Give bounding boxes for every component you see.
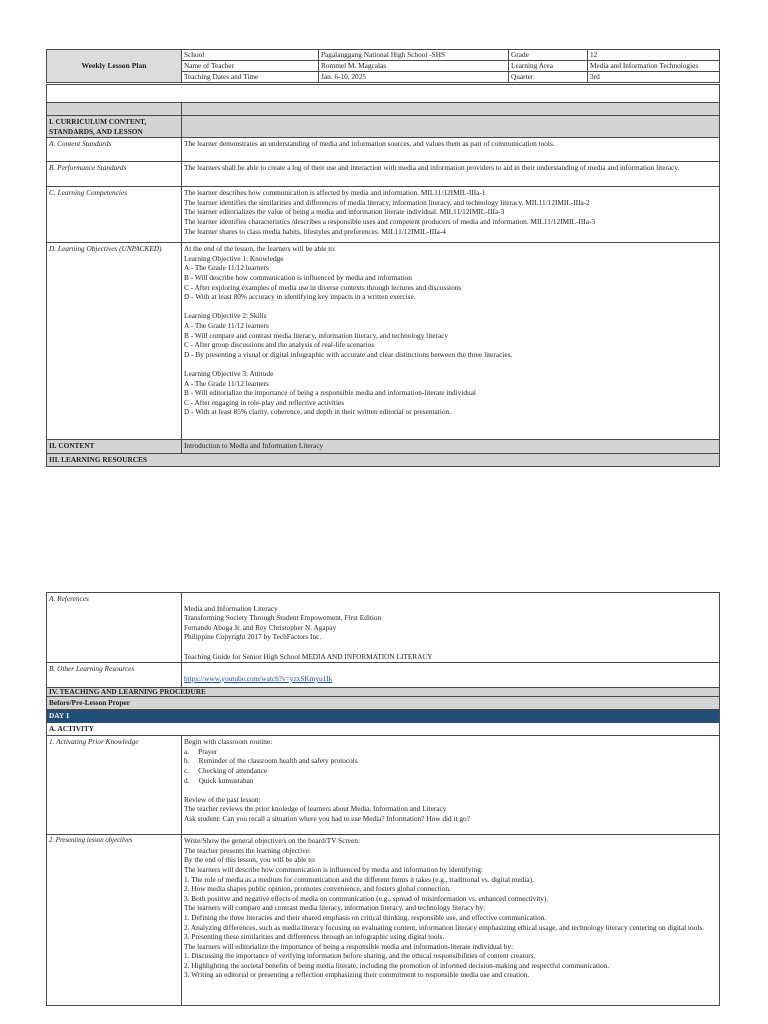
performance-standards-label: B. Performance Standards — [47, 162, 182, 187]
lesson-objective-line: 2. Analyzing differences, such as media literacy focusing on evaluating content, information literacy emphasizing ethical usage, and technology literacy centering on digital tools. — [184, 922, 705, 932]
lesson-objective-line: 3. Presenting these similarities and differences through an infographic using digital tools. — [184, 932, 445, 942]
objective-line — [184, 359, 717, 369]
reference-line: Fernando Aboga Jr. and Rey Christopher N. Agapay — [184, 622, 337, 632]
objective-line: A - The Grade 11/12 learners — [184, 263, 269, 273]
objective-line: B - Will compare and contrast media literacy, information literacy, and technology literacy — [184, 330, 449, 340]
lesson-objectives-row — [47, 835, 720, 1006]
lesson-plan-table-page1 — [46, 84, 720, 467]
lesson-objective-line: The learners will describe how communication is influenced by media and information by identifying: — [184, 864, 483, 874]
lesson-objective-line: The learners will compare and contrast media literacy, information literacy, and technology literacy by: — [184, 903, 486, 913]
lesson-objective-line: 2. Highlighting the societal benefits of being media literate, including the promotion of informed decision-making and respectful communication. — [184, 960, 610, 970]
before-heading-row — [47, 697, 720, 710]
objective-line: D - By presenting a visual or digital infographic with accurate and clear distinctions between the three literacies. — [184, 349, 513, 359]
prior-line: a. Prayer — [184, 746, 218, 756]
curriculum-heading: I. CURRICULUM CONTENT, STANDARDS, AND LESSON — [47, 116, 182, 138]
objectives-text — [182, 243, 720, 440]
teacher-value: Rommel M. Magcalas — [319, 61, 509, 72]
competencies-label: C. Learning Competencies — [47, 187, 182, 243]
spacer-row — [47, 85, 720, 103]
lesson-objective-line: Write/Show the general objective/s on the board/TV Screen: — [184, 836, 361, 846]
lesson-objective-line: By the end of this lesson, you will be able to: — [184, 855, 316, 865]
lesson-objectives-label: 2. Presenting lesson objectives — [47, 835, 182, 1006]
school-label: School — [182, 50, 319, 61]
objective-line: C - After engaging in role-play and reflective activities — [184, 397, 345, 407]
competency-line: The learner editorializes the value of being a media and information literate individual. MIL11/12IMIL-IIIa-3 — [184, 207, 505, 217]
prior-line: Ask student: Can you recall a situation where you had to use Media? Information? How did it go? — [184, 813, 470, 823]
dates-value: Jan. 6-10, 2025 — [319, 72, 509, 83]
performance-standards-row — [47, 162, 720, 187]
reference-line: Media and Information Literacy — [184, 603, 278, 613]
grey-band-row — [47, 103, 720, 116]
before-heading: Before/Pre-Lesson Proper — [47, 697, 720, 710]
grade-label: Grade — [509, 50, 588, 61]
objective-line: C - After exploring examples of media use in diverse contexts through lectures and discussions — [184, 282, 462, 292]
lesson-objective-line: 3. Writing an editorial or presenting a reflection emphasizing their commitment to responsible media use and creation. — [184, 970, 530, 980]
objective-line: A - The Grade 11/12 learners — [184, 320, 269, 330]
competency-line: The learner identifies characteristics /describes a responsible uses and competent producers of media and information. MIL11/12IMIL-IIIa-3 — [184, 216, 596, 226]
other-resources-cell — [182, 663, 720, 688]
competency-line: The learner identifies the similarities and differences of media literacy, information literacy, and technology literacy. MIL11/12IMIL-IIIa-2 — [184, 197, 590, 207]
teacher-label: Name of Teacher — [182, 61, 319, 72]
other-resources-label: B. Other Learning Resources — [47, 663, 182, 688]
objectives-row — [47, 243, 720, 440]
lesson-objectives-text — [182, 835, 720, 1006]
content-standards-text: The learner demonstrates an understanding of media and information sources, and values them as part of communication tools. — [182, 138, 720, 162]
resources-heading: III. LEARNING RESOURCES — [47, 454, 720, 467]
objective-line: B - Will editorialize the importance of being a responsible media and information-literate individual — [184, 388, 476, 398]
lesson-objective-line: The teacher presents the learning objective: — [184, 845, 312, 855]
objective-line — [184, 302, 717, 312]
lesson-objective-line: 1. Defining the three literacies and their shared emphasis on critical thinking, responsible use, and effective communication. — [184, 912, 547, 922]
competency-line: The learner shares to class media habits, lifestyles and preferences. MIL11/12IMIL-IIIa-4 — [184, 226, 446, 236]
dates-label: Teaching Dates and Time — [182, 72, 319, 83]
objectives-label: D. Learning Objectives (UNPACKED) — [47, 243, 182, 440]
references-label: A. References — [47, 593, 182, 663]
day-row — [47, 710, 720, 723]
content-standards-label: A. Content Standards — [47, 138, 182, 162]
teaching-heading-row — [47, 688, 720, 697]
objective-line: Learning Objective 1: Knowledge — [184, 253, 284, 263]
prior-knowledge-label: 1. Activating Prior Knowledge — [47, 736, 182, 835]
quarter-value: 3rd — [588, 72, 720, 83]
objective-line: Learning Objective 2: Skills — [184, 311, 267, 321]
content-standards-row — [47, 138, 720, 162]
lesson-objective-line: The learners will editorialize the importance of being a responsible media and information-literate individual by: — [184, 941, 514, 951]
prior-line: b. Reminder of the classroom health and safety protocols — [184, 756, 358, 766]
learning-area-label: Learning Area — [509, 61, 588, 72]
curriculum-heading-row — [47, 116, 720, 138]
competencies-text — [182, 187, 720, 243]
prior-line: Begin with classroom routine: — [184, 737, 273, 747]
school-value: Pagalanggang National High School -SHS — [319, 50, 509, 61]
reference-line: Transforming Society Through Student Empowement, First Edition — [184, 613, 382, 623]
teaching-heading: IV. TEACHING AND LEARNING PROCEDURE — [47, 688, 720, 697]
objective-line: C - After group discussions and the analysis of real-life scenarios — [184, 340, 375, 350]
lesson-plan-table-page2 — [46, 592, 720, 1006]
performance-standards-text: The learners shall be able to create a log of their use and interaction with media and information providers to aid in their understanding of media and information literacy. — [182, 162, 720, 187]
references-row — [47, 593, 720, 663]
activity-heading: A. ACTIVITY — [47, 723, 720, 736]
objective-line: B - Will describe how communication is influenced by media and information — [184, 272, 412, 282]
learning-area-value: Media and Information Technologies — [588, 61, 720, 72]
page-title: Weekly Lesson Plan — [47, 50, 182, 83]
activity-heading-row — [47, 723, 720, 736]
prior-line: d. Quick kumustahan — [184, 775, 254, 785]
prior-line: c. Checking of attendance — [184, 765, 268, 775]
prior-knowledge-row — [47, 736, 720, 835]
competencies-row — [47, 187, 720, 243]
prior-line: Review of the past lesson: — [184, 794, 261, 804]
reference-line — [184, 594, 717, 604]
lesson-objective-line: 3. Both positive and negative effects of media on communication (e.g., spread of misinformation vs. enhanced connectivity). — [184, 893, 549, 903]
references-text — [182, 593, 720, 663]
competency-line: The learner describes how communication is affected by media and information. MIL11/12IMIL-IIIa-1 — [184, 188, 486, 198]
reference-line: Philippine Copyright 2017 by TechFactors Inc. — [184, 632, 322, 642]
objective-line: D - With at least 80% accuracy in identifying key impacts in a written exercise. — [184, 292, 416, 302]
lesson-objective-line: 2. How media shapes public opinion, promotes convenience, and fosters global connection. — [184, 884, 451, 894]
lesson-objective-line: 1. Discussing the importance of verifying information before sharing, and the ethical responsibilities of content creators. — [184, 951, 536, 961]
resources-heading-row — [47, 454, 720, 467]
prior-knowledge-text — [182, 736, 720, 835]
content-row — [47, 440, 720, 454]
header-table — [46, 49, 720, 83]
objective-line: D - With at least 85% clarity, coherence, and depth in their written editorial or presentation. — [184, 407, 451, 417]
prior-line: The teacher reviews the prior knoledge of learners about Media, Information and Literacy — [184, 804, 447, 814]
objective-line: Learning Objective 3: Attitude — [184, 368, 274, 378]
content-text: Introduction to Media and Information Literacy — [182, 440, 720, 454]
other-resources-row — [47, 663, 720, 688]
grade-value: 12 — [588, 50, 720, 61]
reference-line — [184, 642, 717, 652]
quarter-label: Quarter — [509, 72, 588, 83]
day-label: DAY 1 — [47, 710, 720, 723]
reference-line: Teaching Guide for Senior High School MEDIA AND INFORMATION LITERACY — [184, 651, 433, 661]
content-heading: II. CONTENT — [47, 440, 182, 454]
objective-line: At the end of the lesson, the learners will be able to: — [184, 244, 336, 254]
lesson-objective-line: 1. The role of media as a medium for communication and the different forms it takes (e.g., traditional vs. digital media). — [184, 874, 534, 884]
prior-line — [184, 785, 717, 795]
youtube-link[interactable]: https://www.youtube.com/watch?v=yzxSKmyu1Ik — [184, 673, 333, 683]
objective-line: A - The Grade 11/12 learners — [184, 378, 269, 388]
